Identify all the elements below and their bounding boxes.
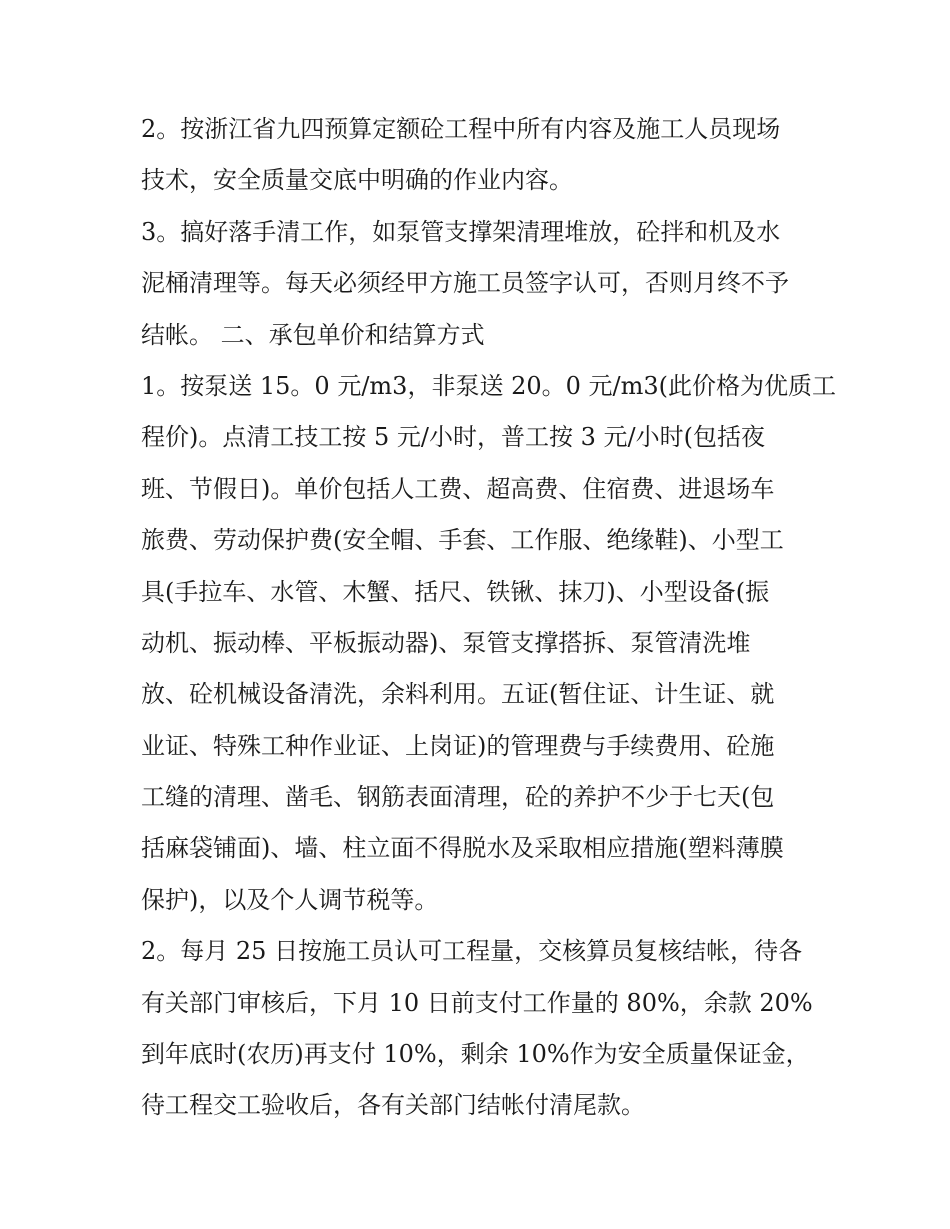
text-line-12: 放、砼机械设备清洗，余料利用。五证(暂住证、计生证、就 bbox=[141, 680, 775, 709]
text-line-4: 泥桶清理等。每天必须经甲方施工员签字认可，否则月终不予 bbox=[141, 269, 789, 298]
text-line-19: 到年底时(农历)再支付 10%，剩余 10%作为安全质量保证金， bbox=[141, 1040, 810, 1069]
text-line-9: 旅费、劳动保护费(安全帽、手套、工作服、绝缘鞋)、小型工 bbox=[141, 526, 784, 555]
text-line-7: 程价)。点清工技工按 5 元/小时，普工按 3 元/小时(包括夜 bbox=[141, 423, 765, 452]
text-line-8: 班、节假日)。单价包括人工费、超高费、住宿费、进退场车 bbox=[141, 474, 775, 503]
text-line-10: 具(手拉车、水管、木蟹、括尺、铁锹、抹刀)、小型设备(振 bbox=[141, 577, 770, 606]
text-line-14: 工缝的清理、凿毛、钢筋表面清理，砼的养护不少于七天(包 bbox=[141, 783, 775, 812]
text-line-20: 待工程交工验收后，各有关部门结帐付清尾款。 bbox=[141, 1091, 645, 1120]
text-line-15: 括麻袋铺面)、墙、柱立面不得脱水及采取相应措施(塑料薄膜 bbox=[141, 834, 784, 863]
text-line-18: 有关部门审核后，下月 10 日前支付工作量的 80%，余款 20% bbox=[141, 988, 813, 1017]
text-line-1: 2。按浙江省九四预算定额砼工程中所有内容及施工人员现场 bbox=[141, 115, 781, 143]
text-line-17: 2。每月 25 日按施工员认可工程量，交核算员复核结帐，待各 bbox=[141, 937, 803, 966]
text-line-5: 结帐。 二、承包单价和结算方式 bbox=[141, 320, 485, 349]
text-line-16: 保护)，以及个人调节税等。 bbox=[141, 885, 439, 914]
text-line-13: 业证、特殊工种作业证、上岗证)的管理费与手续费用、砼施 bbox=[141, 731, 775, 760]
text-line-2: 技术，安全质量交底中明确的作业内容。 bbox=[141, 166, 573, 195]
text-line-6: 1。按泵送 15。0 元/m3，非泵送 20。0 元/m3(此价格为优质工 bbox=[141, 371, 836, 400]
text-line-3: 3。搞好落手清工作，如泵管支撑架清理堆放，砼拌和机及水 bbox=[141, 217, 781, 246]
document-body bbox=[141, 104, 836, 1132]
text-line-11: 动机、振动棒、平板振动器)、泵管支撑搭拆、泵管清洗堆 bbox=[141, 628, 751, 657]
